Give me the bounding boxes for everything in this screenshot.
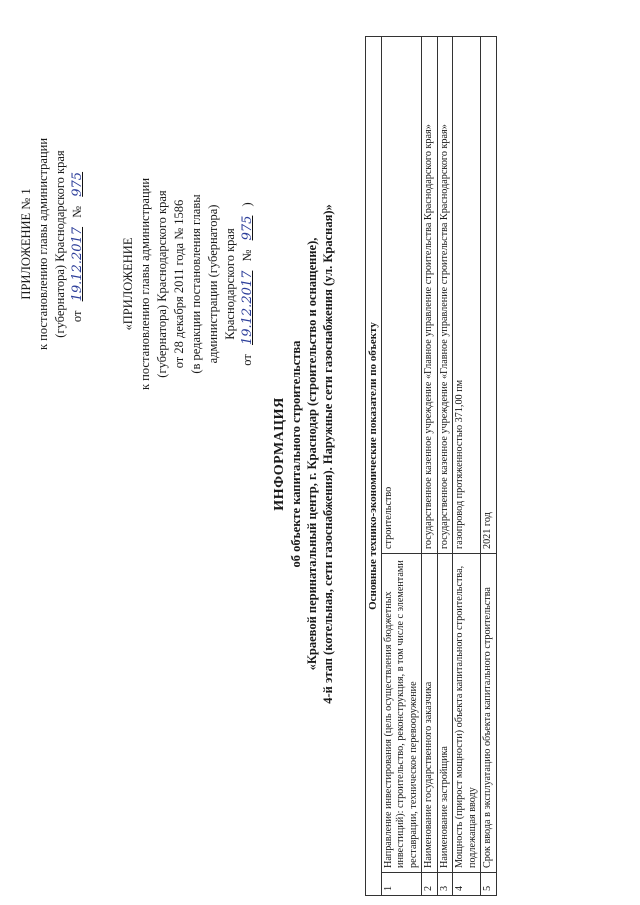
table-header: Основные технико-экономические показатели по объекту bbox=[366, 37, 382, 896]
appendix-2-line: (губернатора) Краснодарского края bbox=[155, 190, 169, 378]
appendix-2-line: Краснодарского края bbox=[223, 228, 237, 340]
row-number: 1 bbox=[381, 873, 422, 896]
table-row bbox=[481, 37, 497, 896]
row-number: 3 bbox=[437, 873, 453, 896]
row-number: 5 bbox=[481, 873, 497, 896]
handwritten-number: 975 bbox=[70, 171, 85, 197]
row-label: Срок ввода в эксплуатацию объекта капитального строительства bbox=[481, 554, 497, 873]
title-subheading: об объекте капитального строительства bbox=[289, 340, 303, 568]
handwritten-date: 19.12.2017 bbox=[240, 270, 255, 346]
title-heading: ИНФОРМАЦИЯ bbox=[272, 397, 287, 511]
appendix-2-line: (в редакции постановления главы bbox=[189, 194, 203, 374]
appendix-2-header bbox=[120, 134, 256, 434]
row-value: строительство bbox=[381, 37, 422, 554]
appendix-1-date-line: от 19.12.2017 № 975 bbox=[69, 54, 86, 434]
row-number: 4 bbox=[453, 873, 481, 896]
appendix-1-line: (губернатора) Краснодарского края bbox=[53, 150, 67, 338]
row-label: Наименование государственного заказчика bbox=[422, 554, 438, 873]
title-object-name: «Краевой перинатальный центр, г. Краснодар (строительство и оснащение), bbox=[305, 237, 319, 671]
appendix-2-line: к постановлению главы администрации bbox=[138, 177, 152, 391]
appendix-1-line: к постановлению главы администрации bbox=[36, 137, 50, 351]
table-row bbox=[453, 37, 481, 896]
appendix-2-title: «ПРИЛОЖЕНИЕ bbox=[121, 237, 135, 331]
handwritten-number: 975 bbox=[240, 215, 255, 241]
title-object-stage: 4-й этап (котельная, сети газоснабжения). Наружные сети газоснабжения (ул. Красная)» bbox=[321, 204, 335, 704]
row-value: 2021 год bbox=[481, 37, 497, 554]
appendix-2-date-line: от 19.12.2017 № 975 ) bbox=[240, 202, 255, 366]
table-header-row bbox=[366, 37, 382, 896]
appendix-1-header bbox=[18, 54, 86, 434]
row-value: газопровод протяженностью 371,00 пм bbox=[453, 37, 481, 554]
row-label: Наименование застройщика bbox=[437, 554, 453, 873]
row-label: Направление инвестирования (цель осуществления бюджетных инвестиций): строительство, реконструкция, в том числе с элементами реставрации, техническое перевооружение bbox=[381, 554, 422, 873]
document-title bbox=[272, 94, 336, 814]
row-number: 2 bbox=[422, 873, 438, 896]
indicators-table bbox=[365, 36, 497, 896]
table-row bbox=[422, 37, 438, 896]
row-value: государственное казенное учреждение «Главное управление строительства Краснодарского края» bbox=[437, 37, 453, 554]
row-label: Мощность (прирост мощности) объекта капитального строительства, подлежащая вводу bbox=[453, 554, 481, 873]
appendix-2-line: от 28 декабря 2011 года № 1586 bbox=[172, 199, 186, 369]
row-value: государственное казенное учреждение «Главное управление строительства Краснодарского края» bbox=[422, 37, 438, 554]
table-row bbox=[437, 37, 453, 896]
table-row bbox=[381, 37, 422, 896]
handwritten-date: 19.12.2017 bbox=[70, 226, 85, 302]
appendix-2-line: администрации (губернатора) bbox=[206, 204, 220, 364]
appendix-1-title: ПРИЛОЖЕНИЕ № 1 bbox=[19, 188, 33, 300]
